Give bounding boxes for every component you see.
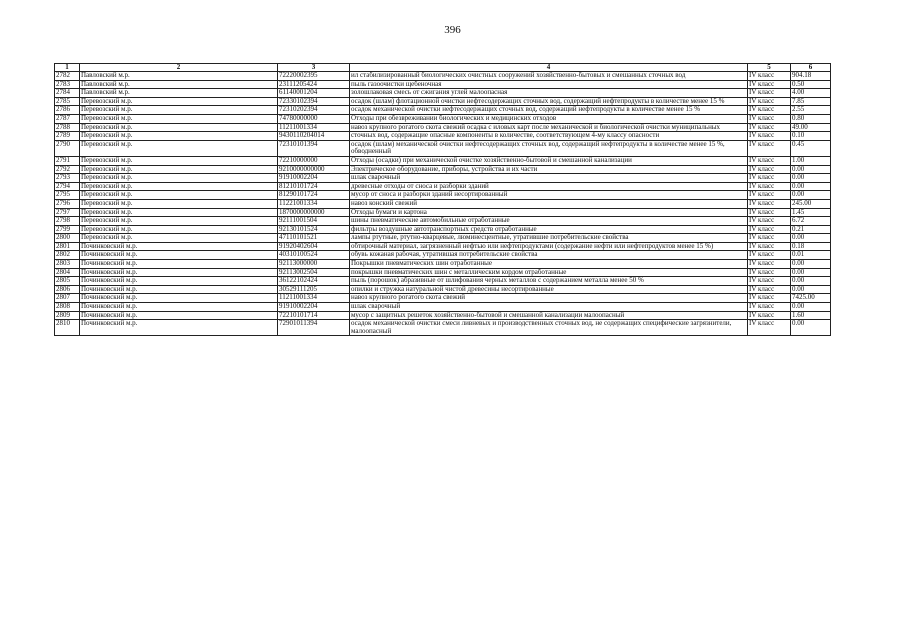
hazard-class-cell: IV класс — [748, 268, 791, 277]
row-number-cell: 2808 — [55, 303, 80, 312]
hazard-class-cell: IV класс — [748, 156, 791, 165]
waste-description-cell: Отходы при обезвреживании биологических и медицинских отходов — [350, 114, 748, 123]
waste-code-cell: 9430110204014 — [278, 132, 350, 141]
waste-description-cell: покрышки пневматических шин с металлическим кордом отработанные — [350, 268, 748, 277]
waste-description-cell: пыль газоочистки щебеночная — [350, 80, 748, 89]
table-row — [55, 140, 831, 156]
hazard-class-cell: IV класс — [748, 132, 791, 141]
waste-description-cell: обтирочный материал, загрязненный нефтью или нефтепродуктами (содержание нефти или нефтепродуктов менее 15 %) — [350, 242, 748, 251]
quantity-cell: 1.00 — [791, 156, 831, 165]
hazard-class-cell: IV класс — [748, 303, 791, 312]
district-cell: Починковский м.р. — [80, 251, 278, 260]
row-number-cell: 2806 — [55, 285, 80, 294]
table-row — [55, 106, 831, 115]
table-row — [55, 72, 831, 81]
table-row — [55, 89, 831, 98]
waste-description-cell: фильтры воздушные автотранспортных средств отработанные — [350, 225, 748, 234]
row-number-cell: 2785 — [55, 97, 80, 106]
waste-registry-table — [54, 63, 831, 336]
column-header-1: 1 — [55, 64, 80, 72]
quantity-cell: 1.60 — [791, 311, 831, 320]
quantity-cell: 0.00 — [791, 234, 831, 243]
waste-code-cell: 91910002204 — [278, 303, 350, 312]
waste-description-cell: обувь кожаная рабочая, утратившая потребительские свойства — [350, 251, 748, 260]
waste-description-cell: мусор от сноса и разборки зданий несортированный — [350, 191, 748, 200]
waste-code-cell: 72210000000 — [278, 156, 350, 165]
waste-code-cell: 72210101714 — [278, 311, 350, 320]
table-row — [55, 294, 831, 303]
quantity-cell: 0.00 — [791, 320, 831, 336]
waste-description-cell: опилки и стружка натуральной чистой древесины несортированные — [350, 285, 748, 294]
row-number-cell: 2788 — [55, 123, 80, 132]
table-row — [55, 217, 831, 226]
quantity-cell: 0.10 — [791, 132, 831, 141]
column-header-2: 2 — [80, 64, 278, 72]
hazard-class-cell: IV класс — [748, 140, 791, 156]
hazard-class-cell: IV класс — [748, 114, 791, 123]
hazard-class-cell: IV класс — [748, 174, 791, 183]
waste-code-cell: 91910002204 — [278, 174, 350, 183]
quantity-cell: 0.00 — [791, 268, 831, 277]
waste-code-cell: 92130101524 — [278, 225, 350, 234]
hazard-class-cell: IV класс — [748, 277, 791, 286]
table-row — [55, 260, 831, 269]
column-header-3: 3 — [278, 64, 350, 72]
row-number-cell: 2795 — [55, 191, 80, 200]
table-row — [55, 132, 831, 141]
table-row — [55, 225, 831, 234]
district-cell: Починковский м.р. — [80, 294, 278, 303]
quantity-cell: 245.00 — [791, 199, 831, 208]
hazard-class-cell: IV класс — [748, 191, 791, 200]
waste-code-cell: 72310202394 — [278, 106, 350, 115]
district-cell: Перевозский м.р. — [80, 217, 278, 226]
quantity-cell: 0.00 — [791, 277, 831, 286]
row-number-cell: 2783 — [55, 80, 80, 89]
quantity-cell: 0.18 — [791, 242, 831, 251]
waste-code-cell: 92113002504 — [278, 268, 350, 277]
waste-code-cell: 92111001504 — [278, 217, 350, 226]
table-row — [55, 268, 831, 277]
table-row — [55, 303, 831, 312]
district-cell: Перевозский м.р. — [80, 191, 278, 200]
row-number-cell: 2807 — [55, 294, 80, 303]
waste-code-cell: 61140001204 — [278, 89, 350, 98]
row-number-cell: 2802 — [55, 251, 80, 260]
hazard-class-cell: IV класс — [748, 208, 791, 217]
quantity-cell: 0.50 — [791, 80, 831, 89]
hazard-class-cell: IV класс — [748, 80, 791, 89]
hazard-class-cell: IV класс — [748, 72, 791, 81]
row-number-cell: 2797 — [55, 208, 80, 217]
hazard-class-cell: IV класс — [748, 89, 791, 98]
table-row — [55, 165, 831, 174]
waste-description-cell: Электрическое оборудование, приборы, устройства и их части — [350, 165, 748, 174]
quantity-cell: 6.72 — [791, 217, 831, 226]
waste-description-cell: сточных вод, содержащие опасные компоненты в количестве, соответствующем 4-му классу опасности — [350, 132, 748, 141]
table-row — [55, 285, 831, 294]
row-number-cell: 2803 — [55, 260, 80, 269]
row-number-cell: 2789 — [55, 132, 80, 141]
table-row — [55, 123, 831, 132]
waste-description-cell: шлак сварочный — [350, 303, 748, 312]
district-cell: Перевозский м.р. — [80, 132, 278, 141]
waste-description-cell: ил стабилизированный биологических очистных сооружений хозяйственно-бытовых и смешанных сточных вод — [350, 72, 748, 81]
waste-description-cell: пыль (порошок) абразивные от шлифования черных металлов с содержанием металла менее 50 % — [350, 277, 748, 286]
table-row — [55, 191, 831, 200]
district-cell: Перевозский м.р. — [80, 234, 278, 243]
table-row — [55, 80, 831, 89]
row-number-cell: 2793 — [55, 174, 80, 183]
district-cell: Починковский м.р. — [80, 285, 278, 294]
table-row — [55, 114, 831, 123]
waste-description-cell: шины пневматические автомобильные отработанные — [350, 217, 748, 226]
district-cell: Починковский м.р. — [80, 242, 278, 251]
hazard-class-cell: IV класс — [748, 294, 791, 303]
table-row — [55, 311, 831, 320]
district-cell: Починковский м.р. — [80, 260, 278, 269]
row-number-cell: 2790 — [55, 140, 80, 156]
row-number-cell: 2805 — [55, 277, 80, 286]
district-cell: Перевозский м.р. — [80, 97, 278, 106]
district-cell: Перевозский м.р. — [80, 123, 278, 132]
row-number-cell: 2784 — [55, 89, 80, 98]
waste-code-cell: 91920402604 — [278, 242, 350, 251]
district-cell: Починковский м.р. — [80, 311, 278, 320]
quantity-cell: 0.00 — [791, 285, 831, 294]
hazard-class-cell: IV класс — [748, 225, 791, 234]
waste-description-cell: осадок механической очистки смеси ливневых и производственных сточных вод, не содержащих специфические загрязнители, малоопасный — [350, 320, 748, 336]
table-row — [55, 277, 831, 286]
waste-code-cell: 47110101521 — [278, 234, 350, 243]
district-cell: Починковский м.р. — [80, 277, 278, 286]
quantity-cell: 0.00 — [791, 182, 831, 191]
column-header-4: 4 — [350, 64, 748, 72]
row-number-cell: 2782 — [55, 72, 80, 81]
row-number-cell: 2786 — [55, 106, 80, 115]
quantity-cell: 0.00 — [791, 303, 831, 312]
row-number-cell: 2804 — [55, 268, 80, 277]
waste-code-cell: 81210101724 — [278, 182, 350, 191]
waste-code-cell: 72220002395 — [278, 72, 350, 81]
district-cell: Перевозский м.р. — [80, 199, 278, 208]
row-number-cell: 2792 — [55, 165, 80, 174]
quantity-cell: 0.00 — [791, 191, 831, 200]
row-number-cell: 2801 — [55, 242, 80, 251]
row-number-cell: 2798 — [55, 217, 80, 226]
waste-description-cell: древесные отходы от сноса и разборки зданий — [350, 182, 748, 191]
quantity-cell: 4.00 — [791, 89, 831, 98]
waste-code-cell: 11221001334 — [278, 199, 350, 208]
table-body — [55, 72, 831, 336]
waste-code-cell: 72330102394 — [278, 97, 350, 106]
row-number-cell: 2794 — [55, 182, 80, 191]
waste-code-cell: 72310101394 — [278, 140, 350, 156]
column-header-6: 6 — [791, 64, 831, 72]
row-number-cell: 2787 — [55, 114, 80, 123]
district-cell: Перевозский м.р. — [80, 208, 278, 217]
waste-description-cell: осадок (шлам) механической очистки нефтесодержащих сточных вод, содержащий нефтепродукты в количестве менее 15 %, обводненный — [350, 140, 748, 156]
district-cell: Павловский м.р. — [80, 89, 278, 98]
hazard-class-cell: IV класс — [748, 234, 791, 243]
quantity-cell: 0.80 — [791, 114, 831, 123]
waste-code-cell: 11211001334 — [278, 294, 350, 303]
quantity-cell: 0.00 — [791, 165, 831, 174]
table-row — [55, 320, 831, 336]
hazard-class-cell: IV класс — [748, 242, 791, 251]
district-cell: Перевозский м.р. — [80, 225, 278, 234]
waste-description-cell: осадок механической очистки нефтесодержащих сточных вод, содержащий нефтепродукты в количестве менее 15 % — [350, 106, 748, 115]
quantity-cell: 0.00 — [791, 260, 831, 269]
hazard-class-cell: IV класс — [748, 260, 791, 269]
hazard-class-cell: IV класс — [748, 97, 791, 106]
table-row — [55, 174, 831, 183]
hazard-class-cell: IV класс — [748, 217, 791, 226]
table-row — [55, 208, 831, 217]
waste-code-cell: 36122102424 — [278, 277, 350, 286]
waste-code-cell: 81290101724 — [278, 191, 350, 200]
waste-description-cell: Отходы (осадки) при механической очистке хозяйственно-бытовой и смешанной канализации — [350, 156, 748, 165]
row-number-cell: 2799 — [55, 225, 80, 234]
hazard-class-cell: IV класс — [748, 285, 791, 294]
waste-description-cell: золошлаковая смесь от сжигания углей малоопасная — [350, 89, 748, 98]
waste-description-cell: мусор с защитных решеток хозяйственно-бытовой и смешанной канализации малоопасный — [350, 311, 748, 320]
district-cell: Перевозский м.р. — [80, 114, 278, 123]
column-header-5: 5 — [748, 64, 791, 72]
waste-description-cell: Покрышки пневматических шин отработанные — [350, 260, 748, 269]
district-cell: Перевозский м.р. — [80, 140, 278, 156]
waste-description-cell: навоз крупного рогатого скота свежий — [350, 294, 748, 303]
table-row — [55, 242, 831, 251]
quantity-cell: 904.18 — [791, 72, 831, 81]
table-row — [55, 199, 831, 208]
district-cell: Починковский м.р. — [80, 303, 278, 312]
district-cell: Павловский м.р. — [80, 72, 278, 81]
district-cell: Перевозский м.р. — [80, 174, 278, 183]
district-cell: Починковский м.р. — [80, 320, 278, 336]
waste-code-cell: 1870000000000 — [278, 208, 350, 217]
quantity-cell: 0.21 — [791, 225, 831, 234]
quantity-cell: 1.45 — [791, 208, 831, 217]
waste-code-cell: 23111205424 — [278, 80, 350, 89]
row-number-cell: 2800 — [55, 234, 80, 243]
quantity-cell: 0.00 — [791, 174, 831, 183]
waste-description-cell: Отходы бумаги и картона — [350, 208, 748, 217]
district-cell: Перевозский м.р. — [80, 182, 278, 191]
row-number-cell: 2809 — [55, 311, 80, 320]
waste-code-cell: 9210000000000 — [278, 165, 350, 174]
quantity-cell: 0.45 — [791, 140, 831, 156]
waste-description-cell: осадок (шлам) флотационной очистки нефтесодержащих сточных вод, содержащий нефтепродукты в количестве менее 15 % — [350, 97, 748, 106]
row-number-cell: 2810 — [55, 320, 80, 336]
waste-code-cell: 40310100524 — [278, 251, 350, 260]
quantity-cell: 2.55 — [791, 106, 831, 115]
table-row — [55, 156, 831, 165]
table-row — [55, 251, 831, 260]
hazard-class-cell: IV класс — [748, 251, 791, 260]
waste-description-cell: навоз крупного рогатого скота свежий осадка с иловых карт после механической и биологической очистки муниципальных — [350, 123, 748, 132]
waste-description-cell: шлак сварочный — [350, 174, 748, 183]
waste-code-cell: 74780000000 — [278, 114, 350, 123]
waste-code-cell: 30529111205 — [278, 285, 350, 294]
table-row — [55, 234, 831, 243]
hazard-class-cell: IV класс — [748, 123, 791, 132]
waste-description-cell: лампы ртутные, ртутно-кварцевые, люминесцентные, утратившие потребительские свойства — [350, 234, 748, 243]
waste-code-cell: 72901011394 — [278, 320, 350, 336]
hazard-class-cell: IV класс — [748, 182, 791, 191]
hazard-class-cell: IV класс — [748, 199, 791, 208]
quantity-cell: 0.01 — [791, 251, 831, 260]
hazard-class-cell: IV класс — [748, 106, 791, 115]
table-row — [55, 182, 831, 191]
quantity-cell: 7.85 — [791, 97, 831, 106]
quantity-cell: 7425.00 — [791, 294, 831, 303]
row-number-cell: 2791 — [55, 156, 80, 165]
district-cell: Перевозский м.р. — [80, 165, 278, 174]
quantity-cell: 49.00 — [791, 123, 831, 132]
table-row — [55, 97, 831, 106]
waste-code-cell: 11211001334 — [278, 123, 350, 132]
hazard-class-cell: IV класс — [748, 311, 791, 320]
hazard-class-cell: IV класс — [748, 165, 791, 174]
district-cell: Перевозский м.р. — [80, 156, 278, 165]
district-cell: Павловский м.р. — [80, 80, 278, 89]
table-header-row — [55, 64, 831, 72]
page-number: 396 — [444, 24, 461, 36]
waste-code-cell: 92113000000 — [278, 260, 350, 269]
hazard-class-cell: IV класс — [748, 320, 791, 336]
district-cell: Перевозский м.р. — [80, 106, 278, 115]
district-cell: Починковский м.р. — [80, 268, 278, 277]
waste-description-cell: навоз конский свежий — [350, 199, 748, 208]
row-number-cell: 2796 — [55, 199, 80, 208]
